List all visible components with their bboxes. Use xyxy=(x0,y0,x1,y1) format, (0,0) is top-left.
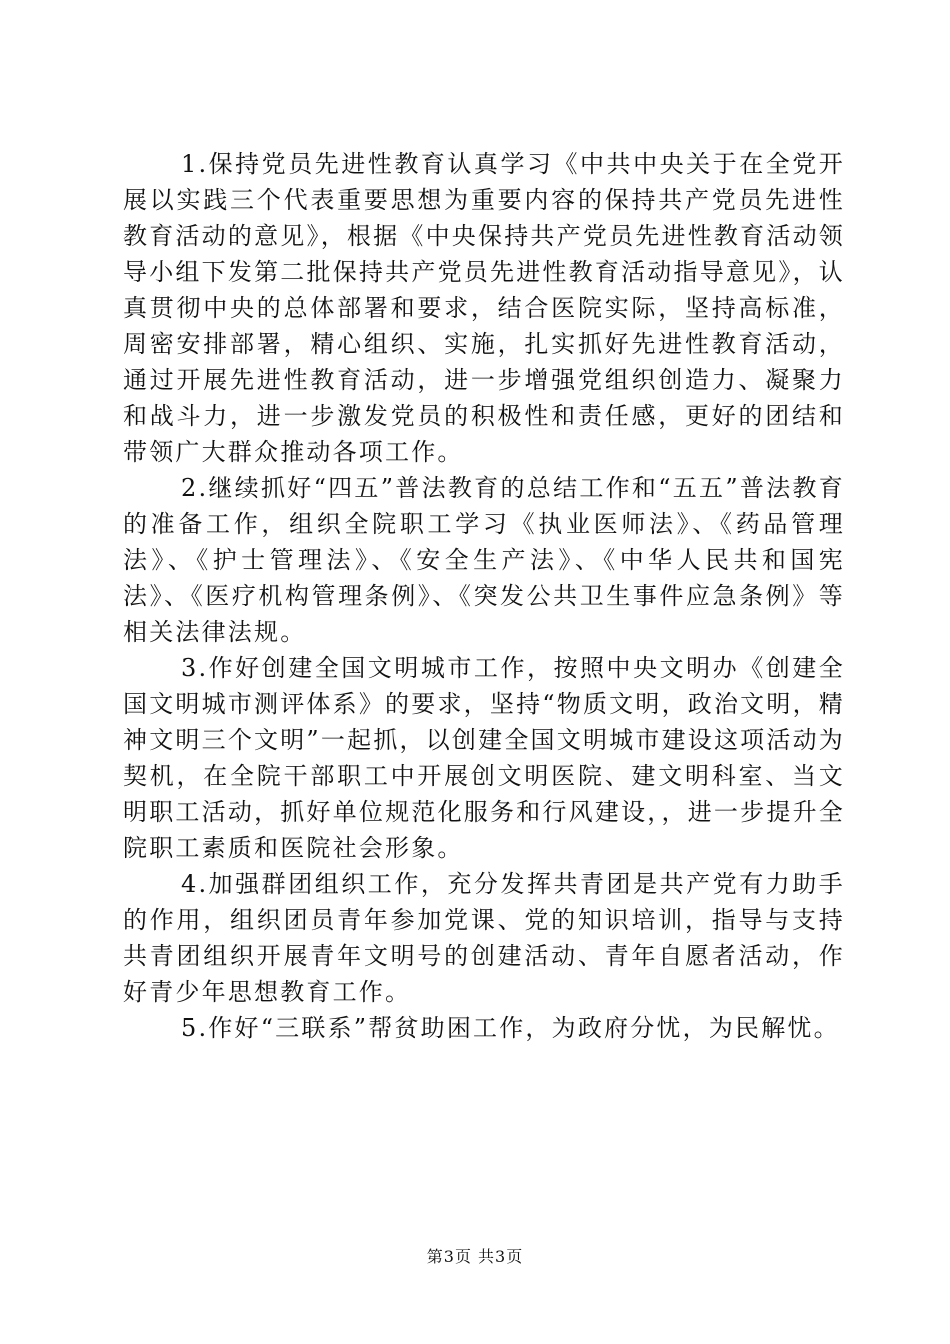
paragraph-1: 1.保持党员先进性教育认真学习《中共中央关于在全党开展以实践三个代表重要思想为重要内容的保持共产党员先进性教育活动的意见》，根据《中央保持共产党员先进性教育活动领导小组下发第二批保持共产党员先进性教育活动指导意见》，认真贯彻中央的总体部署和要求，结合医院实际，坚持高标准，周密安排部署，精心组织、实施，扎实抓好先进性教育活动，通过开展先进性教育活动，进一步增强党组织创造力、凝聚力和战斗力，进一步激发党员的积极性和责任感，更好的团结和带领广大群众推动各项工作。 xyxy=(123,150,845,466)
page-footer: 第3页 共3页 xyxy=(426,1247,524,1266)
document-body xyxy=(123,146,845,1046)
paragraph-2: 2.继续抓好“四五”普法教育的总结工作和“五五”普法教育的准备工作，组织全院职工学习《执业医师法》、《药品管理法》、《护士管理法》、《安全生产法》、《中华人民共和国宪法》、《医疗机构管理条例》、《突发公共卫生事件应急条例》等相关法律法规。 xyxy=(123,474,845,646)
paragraph-5: 5.作好“三联系”帮贫助困工作，为政府分忧，为民解忧。 xyxy=(181,1014,840,1042)
paragraph-3: 3.作好创建全国文明城市工作，按照中央文明办《创建全国文明城市测评体系》的要求，坚持“物质文明，政治文明，精神文明三个文明”一起抓，以创建全国文明城市建设这项活动为契机，在全院干部职工中开展创文明医院、建文明科室、当文明职工活动，抓好单位规范化服务和行风建设，，进一步提升全院职工素质和医院社会形象。 xyxy=(123,654,845,862)
paragraph-4: 4.加强群团组织工作，充分发挥共青团是共产党有力助手的作用，组织团员青年参加党课、党的知识培训，指导与支持共青团组织开展青年文明号的创建活动、青年自愿者活动，作好青少年思想教育工作。 xyxy=(123,870,845,1006)
